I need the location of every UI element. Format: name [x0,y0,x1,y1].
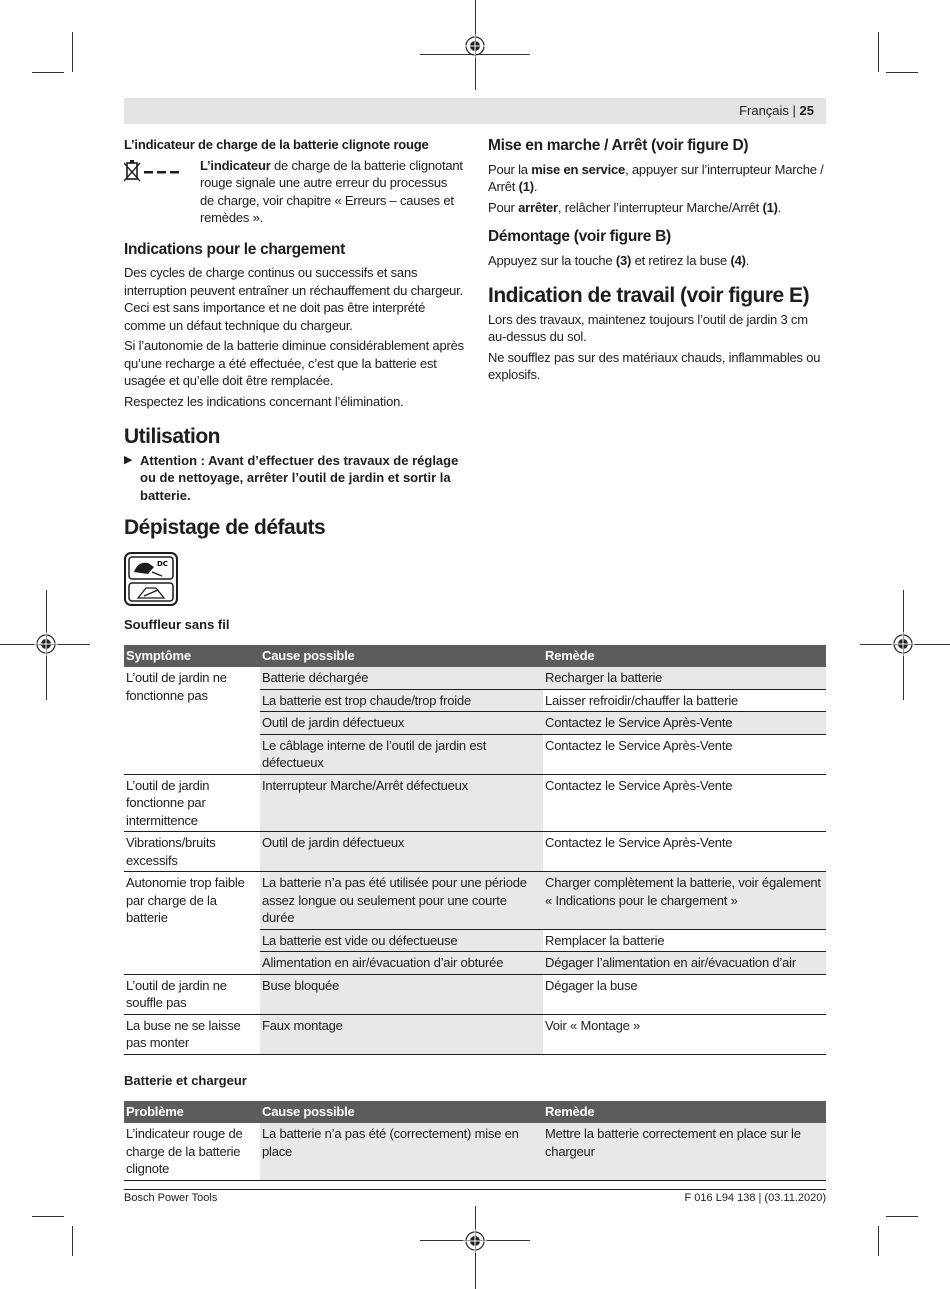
dismount-ref-1: (3) [615,252,632,268]
registration-mark-icon [463,34,487,58]
header-language: Français [739,103,789,118]
left-column [124,136,464,504]
table-row [124,667,826,689]
dc-label: DC [157,560,168,568]
blower-label: Souffleur sans fil [124,617,230,632]
symptom-cell: Vibrations/bruits excessifs [124,832,260,872]
work-paragraph-1: Lors des travaux, maintenez toujours l’outil de jardin 3 cm au-dessus du sol. [488,311,808,344]
cause-cell: Buse bloquée [260,974,543,1014]
page-header-text: Français | 25 [739,103,814,118]
column-header: Symptôme [124,645,260,667]
table-row [124,1123,826,1180]
table-row [124,774,826,832]
on-text-post: , appuyer sur l’interrupteur Marche / Arrêt [488,161,824,194]
on-text-ref: (1) [518,179,534,194]
column-header: Problème [124,1101,260,1123]
on-text-pre: Pour la [488,161,532,177]
on-paragraph: Pour la mise en service, appuyer sur l’interrupteur Marche / Arrêt (1). [488,161,824,194]
remedy-cell: Charger complètement la batterie, voir également « Indications pour le chargement » [543,872,826,930]
cause-cell: La batterie n’a pas été utilisée pour une période assez longue ou seulement pour une courte durée [260,872,543,930]
work-paragraph-2: Ne soufflez pas sur des matériaux chauds, inflammables ou explosifs. [488,349,821,382]
charging-heading: Indications pour le chargement [124,240,345,258]
column-header: Remède [543,645,826,667]
remedy-cell: Mettre la batterie correctement en place sur le chargeur [543,1123,826,1180]
battery-charger-label: Batterie et chargeur [124,1073,247,1088]
battery-table [124,1101,826,1181]
symptom-cell: L’outil de jardin ne souffle pas [124,974,260,1014]
dismount-paragraph: Appuyez sur la touche (3) et retirez la buse (4). [488,252,750,268]
off-text-ref: (1) [762,199,778,215]
work-heading: Indication de travail (voir figure E) [488,284,810,307]
charging-paragraph-3: Respectez les indications concernant l’élimination. [124,393,404,409]
table-row [124,974,826,1014]
off-text-pre: Pour [488,199,519,215]
utilisation-heading: Utilisation [124,425,221,448]
crop-mark [886,72,918,73]
on-off-heading: Mise en marche / Arrêt (voir figure D) [488,137,749,154]
column-header: Cause possible [260,1101,543,1123]
warning-text: Attention : Avant d’effectuer des travaux de réglage ou de nettoyage, arrêter l’outil de jardin et sortir la batterie. [140,452,459,503]
remedy-cell: Contactez le Service Après-Vente [543,712,826,735]
remedy-cell: Dégager l’alimentation en air/évacuation d’air [543,952,826,975]
cause-cell: La batterie est vide ou défectueuse [260,929,543,952]
cause-cell: La batterie est trop chaude/trop froide [260,689,543,712]
off-text-bold: arrêter [518,199,558,215]
remedy-cell: Dégager la buse [543,974,826,1014]
on-text-bold: mise en service [531,161,626,177]
column-header: Cause possible [260,645,543,667]
cause-cell: Interrupteur Marche/Arrêt défectueux [260,774,543,832]
cause-cell: Outil de jardin défectueux [260,832,543,872]
problem-cell: L’indicateur rouge de charge de la batterie clignote [124,1123,260,1180]
page-number: 25 [799,103,814,118]
symptom-cell: La buse ne se laisse pas monter [124,1014,260,1054]
troubleshooting-heading: Dépistage de défauts [124,516,326,539]
battery-text: de charge de la batterie clignotant rouge signale une autre erreur du processus de charge, voir chapitre « Erreurs – causes et remèdes ». [200,157,463,225]
charging-paragraph-1: Des cycles de charge continus ou successifs et sans interruption peuvent entraîner un réchauffement du chargeur. Ceci est sans importance et ne doit pas être interprété comme un défaut technique du chargeur. [124,265,463,333]
remedy-cell: Remplacer la batterie [543,929,826,952]
remedy-cell: Laisser refroidir/chauffer la batterie [543,689,826,712]
fault-table [124,645,826,1055]
battery-indicator-paragraph [124,157,464,227]
dismount-text-pre: Appuyez sur la touche [488,252,616,268]
dismount-ref-2: (4) [730,252,746,268]
cause-cell: Le câblage interne de l’outil de jardin est défectueux [260,734,543,774]
dc-charger-icon [124,552,178,606]
battery-text-bold: L’indicateur [200,157,271,173]
crop-mark [878,32,879,72]
footer-brand: Bosch Power Tools [124,1192,218,1204]
footer-doc-ref: F 016 L94 138 | (03.11.2020) [684,1192,826,1204]
symptom-cell: Autonomie trop faible par charge de la batterie [124,872,260,975]
column-header: Remède [543,1101,826,1123]
cause-cell: Outil de jardin défectueux [260,712,543,735]
footer-divider [124,1189,826,1190]
battery-blink-icon [124,157,184,183]
off-paragraph: Pour arrêter, relâcher l’interrupteur Marche/Arrêt (1). [488,199,782,215]
crop-mark [886,1216,918,1217]
remedy-cell: Voir « Montage » [543,1014,826,1054]
registration-mark-icon [891,632,915,656]
crop-mark [878,1226,879,1256]
registration-mark-icon [463,1229,487,1253]
symptom-cell: L’outil de jardin ne fonctionne pas [124,667,260,774]
cause-cell: Faux montage [260,1014,543,1054]
charging-paragraph-2: Si l’autonomie de la batterie diminue considérablement après qu’une recharge a été effectuée, c’est que la batterie est usagée et qu’elle doit être remplacée. [124,338,464,388]
triangle-bullet-icon: ▶ [124,453,133,466]
crop-mark [32,72,64,73]
crop-mark [72,1226,73,1256]
cause-cell: La batterie n’a pas été (correctement) mise en place [260,1123,543,1180]
right-column [488,137,826,387]
cause-cell: Batterie déchargée [260,667,543,689]
table-row [124,832,826,872]
registration-mark-icon [34,632,58,656]
table-row [124,872,826,930]
remedy-cell: Contactez le Service Après-Vente [543,832,826,872]
cause-cell: Alimentation en air/évacuation d’air obturée [260,952,543,975]
crop-mark [72,32,73,72]
dismount-text-mid: et retirez la buse [631,252,731,268]
remedy-cell: Contactez le Service Après-Vente [543,734,826,774]
remedy-cell: Recharger la batterie [543,667,826,689]
warning-item [124,452,464,505]
symptom-cell: L’outil de jardin fonctionne par intermittence [124,774,260,832]
table-row [124,1014,826,1054]
dismount-heading: Démontage (voir figure B) [488,228,671,245]
page-header [124,98,826,124]
crop-mark [32,1216,64,1217]
battery-indicator-heading: L’indicateur de charge de la batterie clignote rouge [124,137,429,152]
remedy-cell: Contactez le Service Après-Vente [543,774,826,832]
off-text-post: , relâcher l’interrupteur Marche/Arrêt [557,199,763,215]
